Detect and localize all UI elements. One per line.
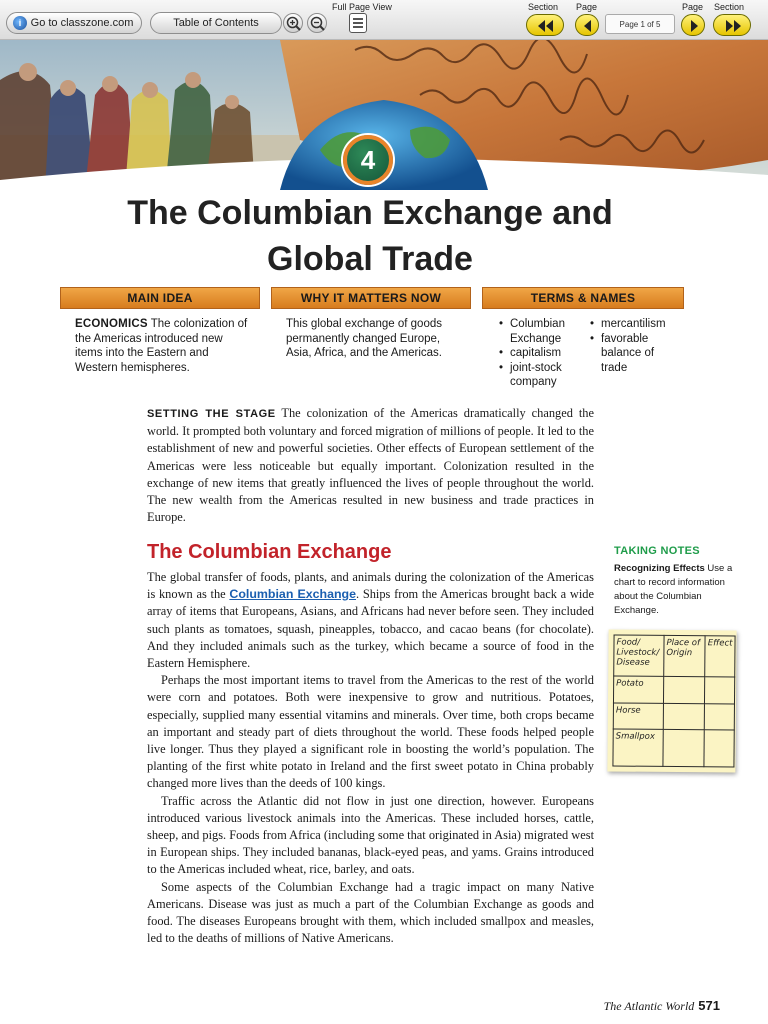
taking-notes-instructions: Use a chart to record information about the Columbian Exchange.	[614, 563, 733, 616]
term-item[interactable]: • joint-stock company	[497, 361, 577, 390]
full-page-view-button[interactable]	[349, 13, 367, 33]
section-body	[147, 569, 594, 947]
classzone-label: Go to classzone.com	[30, 17, 134, 29]
chart-row-label: Smallpox	[613, 729, 663, 766]
zoom-in-icon	[284, 14, 304, 34]
chart-cell	[663, 730, 705, 767]
section-label-right: Section	[714, 2, 745, 12]
globe-icon: i	[13, 16, 27, 30]
chart-header-row	[614, 635, 735, 677]
zoom-out-button[interactable]	[307, 13, 327, 33]
table-of-contents-button[interactable]	[150, 12, 282, 34]
columbian-exchange-link[interactable]: Columbian Exchange	[229, 587, 356, 602]
taking-notes-title: TAKING NOTES	[614, 545, 700, 557]
setting-lead: SETTING THE STAGE	[147, 408, 276, 420]
toc-label: Table of Contents	[173, 17, 259, 29]
taking-notes-text	[614, 562, 739, 618]
main-idea-text	[75, 317, 250, 375]
setting-the-stage	[147, 405, 594, 526]
term-item[interactable]: • Columbian Exchange	[497, 317, 577, 346]
why-it-matters-text: This global exchange of goods permanently changed Europe, Asia, Africa, and the Americas.	[286, 318, 442, 359]
double-arrow-left-icon	[527, 15, 565, 37]
chart-cell	[704, 703, 734, 730]
table-row	[613, 703, 734, 731]
term-item[interactable]: • capitalism	[497, 346, 577, 361]
paragraph-text: The global transfer of foods, plants, and animals during the colonization of the Americas is known as the	[147, 570, 594, 602]
table-row	[613, 676, 734, 704]
taking-notes-skill: Recognizing Effects	[614, 563, 705, 574]
term-item[interactable]: • favorable balance of trade	[588, 332, 683, 376]
page-footer	[560, 998, 720, 1014]
page-number: 571	[698, 998, 720, 1013]
page-label-right: Page	[682, 2, 704, 12]
chart-header-cell: Food/ Livestock/ Disease	[614, 635, 664, 676]
terms-list-1	[497, 317, 577, 390]
chart-cell	[663, 703, 704, 730]
terms-names-heading: TERMS & NAMES	[482, 287, 684, 309]
previous-section-button[interactable]	[526, 14, 564, 36]
section-heading: The Columbian Exchange	[147, 541, 392, 563]
chapter-number-badge: 4	[343, 135, 393, 185]
arrow-right-icon	[682, 15, 706, 37]
why-it-matters-heading: WHY IT MATTERS NOW	[271, 287, 471, 309]
term-item[interactable]: • mercantilism	[588, 317, 683, 332]
paragraph: Traffic across the Atlantic did not flow in just one direction, however. Europeans introduced various livestock animals into the Americas. These included horses, cattle, sheep, and pigs. Foods from Africa (including some that originated in Asia) migrated west in European ships. They included bananas, black-eyed peas, and yams. Grains introduced to the Americas included wheat, rice, barley, and oats.	[147, 793, 595, 877]
paragraph: Some aspects of the Columbian Exchange had a tragic impact on many Native Americans. Disease was just as much a part of the Columbian Exchange as goods and food. The diseases Europeans brought with them, which included smallpox and measles, led to the deaths of millions of Native Americans.	[147, 879, 594, 946]
main-idea-lead: ECONOMICS	[75, 318, 148, 330]
chart-cell	[704, 730, 734, 767]
zoom-in-button[interactable]	[283, 13, 303, 33]
page-title-line-2: Global Trade	[267, 240, 473, 278]
paragraph: Perhaps the most important items to travel from the Americas to the rest of the world were corn and potatoes. Both were inexpensive to grow and nutritious. Potatoes, especially, supplied many essential vitamins and minerals. Over time, both crops became an important and steady part of diets throughout the world. These foods helped people live longer. Thus they played a significant role in boosting the world’s population. The planting of the first white potato in Ireland and the first sweet potato in China probably changed more lives than the deeds of 100 kings.	[147, 673, 594, 791]
notes-chart-card	[607, 629, 736, 772]
chart-row-label: Potato	[613, 676, 663, 703]
main-idea-body: The colonization of the Americas introduced new items into the Eastern and Western hemispheres.	[75, 318, 248, 374]
notes-chart	[612, 634, 735, 767]
double-arrow-right-icon	[714, 15, 752, 37]
chart-cell	[705, 677, 735, 704]
chart-header-cell: Place of Origin	[664, 635, 706, 676]
next-page-button[interactable]	[681, 14, 705, 36]
next-section-button[interactable]	[713, 14, 751, 36]
paragraph	[147, 569, 594, 672]
previous-page-button[interactable]	[575, 14, 599, 36]
page-count: Page 1 of 5	[605, 14, 675, 34]
chart-cell	[663, 676, 704, 703]
chart-header-cell: Effect	[705, 636, 735, 677]
section-label-left: Section	[528, 2, 559, 12]
zoom-out-icon	[308, 14, 328, 34]
classzone-button[interactable]	[6, 12, 142, 34]
arrow-left-icon	[576, 15, 600, 37]
chart-row-label: Horse	[613, 703, 663, 730]
main-idea-heading: MAIN IDEA	[60, 287, 260, 309]
page-label-left: Page	[576, 2, 598, 12]
full-page-view-label: Full Page View	[332, 2, 392, 12]
setting-text: The colonization of the Americas dramatically changed the world. It prompted both voluntary and forced migration of millions of people. It led to the establishment of new and powerful societies. Other effects of European settlement of the Americas were less noticeable but equally important. Colonization resulted in the exchange of new items that greatly influenced the lives of people throughout the world. The new wealth from the Americas resulted in new business and trade practices in Europe.	[147, 406, 594, 525]
reader-toolbar	[0, 0, 768, 40]
table-row	[613, 729, 734, 767]
terms-list-2	[588, 317, 683, 375]
page-title-line-1: The Columbian Exchange and	[127, 194, 613, 232]
paragraph-text: . Ships from the Americas brought back a wide array of items that Europeans, Asians, and Africans had never before seen. They included such plants as tomatoes, squash, pineapples, tobacco, and cacao beans (for chocolate). And they included animals such as the turkey, which became a source of food in the Eastern Hemisphere.	[147, 587, 594, 671]
footer-chapter-title: The Atlantic World	[603, 999, 695, 1013]
